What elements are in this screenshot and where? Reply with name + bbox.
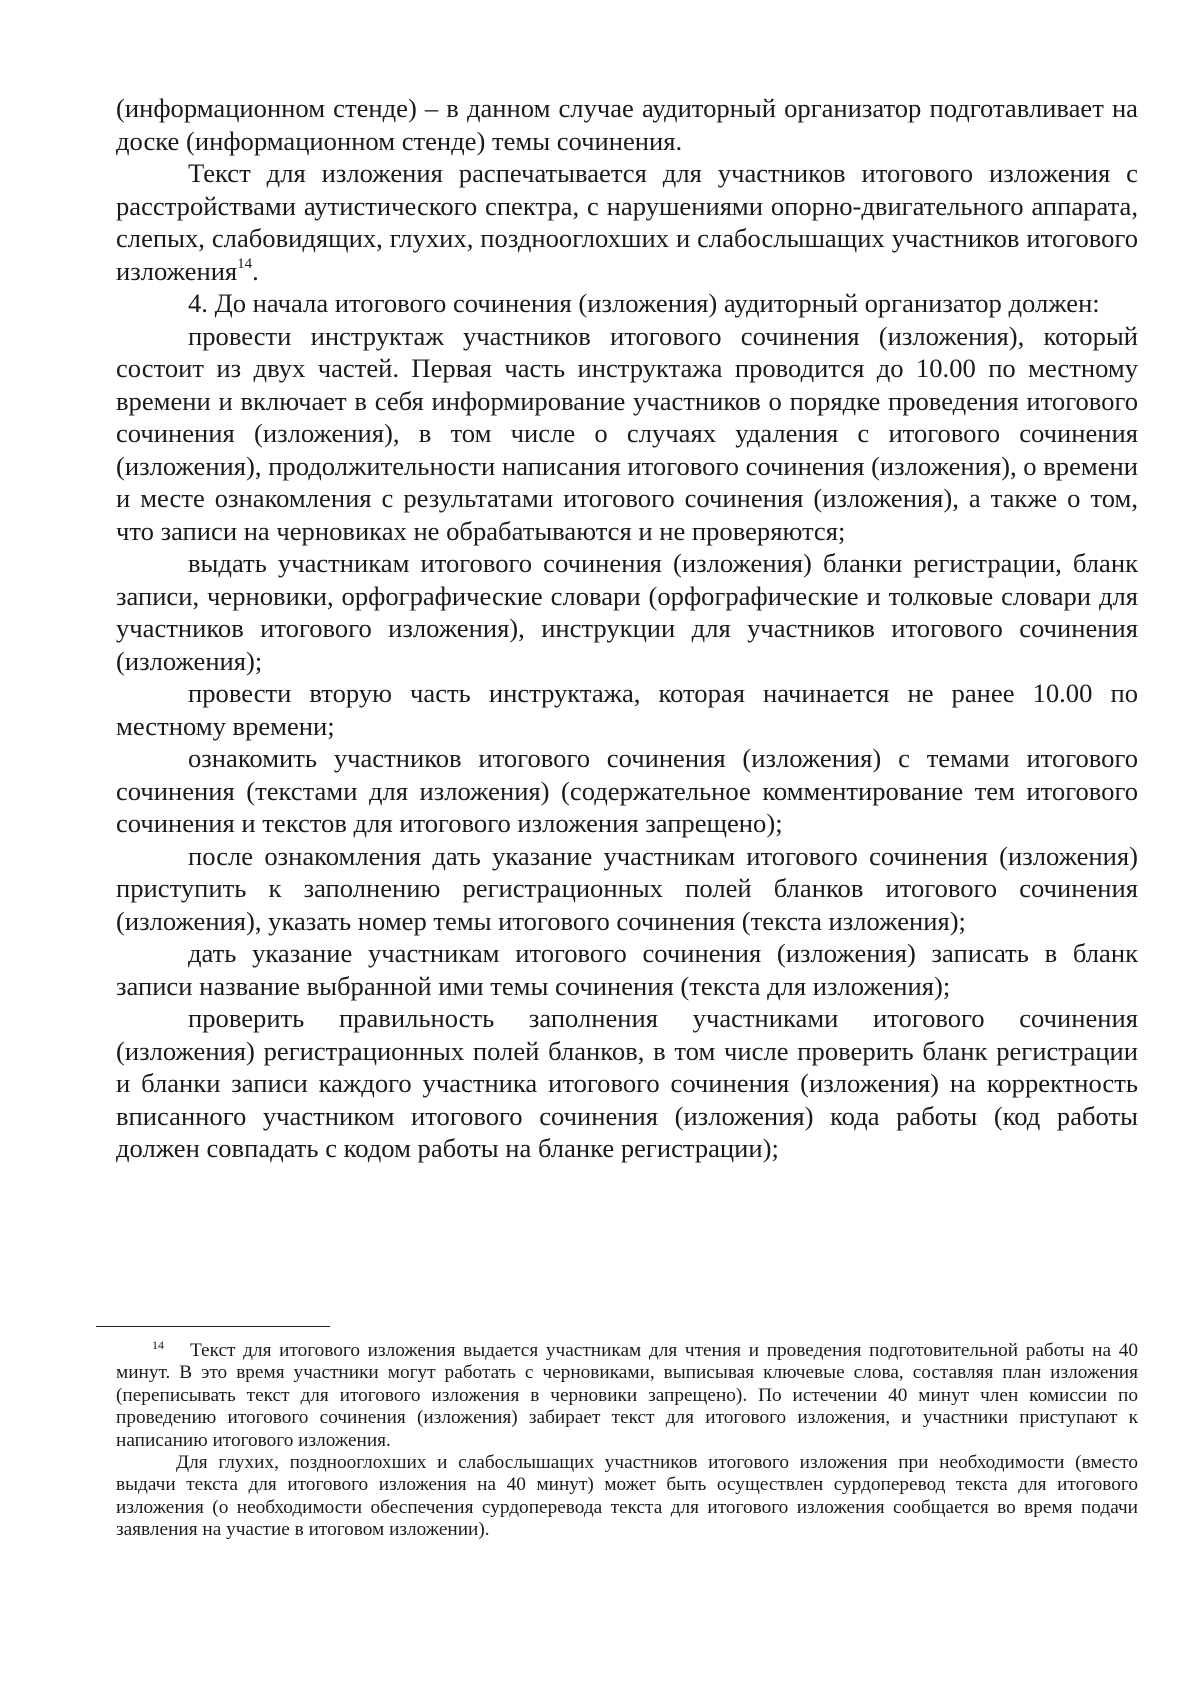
footnote-separator	[96, 1326, 330, 1327]
footnote-text: Текст для итогового изложения выдается участникам для чтения и проведения подготовительной работы на 40 минут. В это время участники могут работать с черновиками, выписывая ключевые слова, составляя план изложения (переписывать текст для итогового изложения в черновики запрещено). По истечении 40 минут член комиссии по проведению итогового сочинения (изложения) забирает текст для итогового изложения, и участники приступают к написанию итогового изложения.	[116, 1340, 1138, 1451]
paragraph-write-topic: дать указание участникам итогового сочинения (изложения) записать в бланк записи название выбранной ими темы сочинения (текста для изложения);	[116, 938, 1138, 1001]
paragraph-text-distribution	[116, 157, 1138, 287]
paragraph-text: Текст для изложения распечатывается для участников итогового изложения с расстройствами аутистического спектра, с нарушениями опорно-двигательного аппарата, слепых, слабовидящих, глухих, позднооглохших и слабослышащих участников итогового изложения	[116, 158, 1138, 286]
paragraph-instruction-part-two: провести вторую часть инструктажа, которая начинается не ранее 10.00 по местному времени;	[116, 678, 1138, 741]
paragraph-item-4: 4. До начала итогового сочинения (изложения) аудиторный организатор должен:	[188, 288, 1100, 318]
paragraph-issue-forms: выдать участникам итогового сочинения (изложения) бланки регистрации, бланк записи, черновики, орфографические словари (орфографические и толковые словари для участников итогового изложения), инструкции для участников итогового сочинения (изложения);	[116, 548, 1138, 676]
paragraph-instruction-part-one: провести инструктаж участников итогового сочинения (изложения), который состоит из двух частей. Первая часть инструктажа проводится до 10.00 по местному времени и включает в себя информирование участников о порядке проведения итогового сочинения (изложения), в том числе о случаях удаления с итогового сочинения (изложения), продолжительности написания итогового сочинения (изложения), о времени и месте ознакомления с результатами итогового сочинения (изложения), а также о том, что записи на черновиках не обрабатываются и не проверяются;	[116, 320, 1138, 546]
paragraph-check-forms: проверить правильность заполнения участниками итогового сочинения (изложения) регистрационных полей бланков, в том числе проверить бланк регистрации и бланки записи каждого участника итогового сочинения (изложения) на корректность вписанного участником итогового сочинения (изложения) кода работы (код работы должен совпадать с кодом работы на бланке регистрации);	[116, 1003, 1138, 1163]
footnote-14-continuation: Для глухих, позднооглохших и слабослышащих участников итогового изложения при необходимости (вместо выдачи текста для итогового изложения на 40 минут) может быть осуществлен сурдоперевод текста для итогового изложения (о необходимости обеспечения сурдоперевода текста для итогового изложения сообщается во время подачи заявления на участие в итоговом изложении).	[116, 1452, 1138, 1541]
paragraph-introduce-topics: ознакомить участников итогового сочинения (изложения) с темами итогового сочинения (текстами для изложения) (содержательное комментирование тем итогового сочинения и текстов для итогового изложения запрещено);	[116, 743, 1138, 838]
footnote-reference[interactable]: 14	[237, 255, 253, 272]
paragraph-fill-registration: после ознакомления дать указание участникам итогового сочинения (изложения) приступить к заполнению регистрационных полей бланков итогового сочинения (изложения), указать номер темы итогового сочинения (текста изложения);	[116, 840, 1138, 936]
main-text	[116, 92, 1138, 1165]
paragraph-end-punctuation: .	[252, 255, 259, 286]
paragraph-continuation: (информационном стенде) – в данном случае аудиторный организатор подготавливает на доске (информационном стенде) темы сочинения.	[116, 93, 1138, 156]
footnotes	[116, 1337, 1138, 1542]
footnote-14: 14 Текст для итогового изложения выдается участникам для чтения и проведения подготовительной работы на 40 минут. В это время участники могут работать с черновиками, выписывая ключевые слова, составляя план изложения (переписывать текст для итогового изложения в черновики запрещено). По истечении 40 минут член комиссии по проведению итогового сочинения (изложения) забирает текст для итогового изложения, и участники приступают к написанию итогового изложения.	[116, 1337, 1138, 1451]
